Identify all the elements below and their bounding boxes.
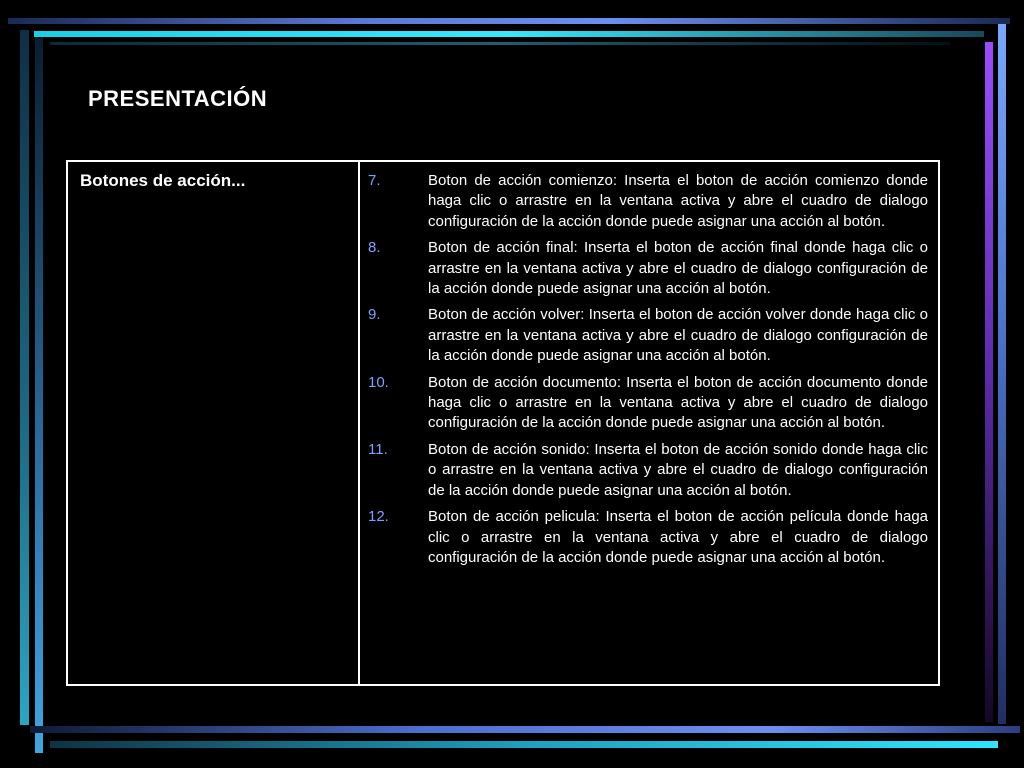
list-item-number: 9. — [368, 306, 381, 324]
table-right-cell — [360, 162, 938, 684]
table-left-cell — [68, 162, 360, 684]
list-item — [368, 373, 928, 434]
list-item-number: 12. — [368, 508, 389, 526]
list-item-number: 8. — [368, 239, 381, 257]
list-item — [368, 305, 928, 366]
list-item-text: Boton de acción volver: Inserta el boton de acción volver donde haga clic o arrastre en la ventana activa y abre el cuadro de dialogo configuración de la acción donde puede asignar una acción al botón. — [428, 306, 928, 365]
top-decorative-bar-cyan — [34, 31, 984, 37]
list-item-text: Boton de acción final: Inserta el boton de acción final donde haga clic o arrastre en la ventana activa y abre el cuadro de dialogo configuración de la acción donde puede asignar una acción al botón. — [428, 239, 928, 298]
list-item — [368, 238, 928, 299]
right-decorative-bar-blue — [998, 24, 1006, 724]
bottom-decorative-bar-cyan — [50, 741, 998, 748]
list-item-number: 11. — [368, 440, 388, 458]
list-item — [368, 507, 928, 568]
list-item-text: Boton de acción pelicula: Inserta el boton de acción película donde haga clic o arrastre en la ventana activa y abre el cuadro de dialogo configuración de la acción donde puede asignar una acción al botón. — [428, 508, 928, 566]
list-item-number: 7. — [368, 172, 381, 189]
left-decorative-bar-outer — [20, 30, 29, 725]
list-item-number: 10. — [368, 373, 389, 391]
list-item-text: Boton de acción sonido: Inserta el boton de acción sonido donde haga clic o arrastre en la ventana activa y abre el cuadro de dialogo configuración de la acción donde puede asignar una acción al botón. — [428, 440, 928, 499]
content-table — [66, 160, 940, 686]
table-heading: Botones de acción... — [80, 171, 246, 190]
list-item — [368, 171, 928, 232]
top-decorative-bar-dark — [50, 42, 950, 45]
right-decorative-bar-violet — [985, 42, 993, 722]
bottom-decorative-bar-blue — [30, 726, 1020, 733]
list-item — [368, 440, 928, 501]
list-item-text: Boton de acción documento: Inserta el boton de acción documento donde haga clic o arrastre en la ventana activa y abre el cuadro de dialogo configuración de la acción donde puede asignar una acción al botón. — [428, 373, 928, 432]
list-item-text: Boton de acción comienzo: Inserta el boton de acción comienzo donde haga clic o arrastre en la ventana activa y abre el cuadro de dialogo configuración de la acción donde puede asignar una acción al botón. — [428, 172, 928, 230]
slide-title: PRESENTACIÓN — [88, 86, 268, 111]
left-decorative-bar-inner — [35, 38, 43, 753]
top-decorative-bar-blue — [8, 18, 1010, 24]
